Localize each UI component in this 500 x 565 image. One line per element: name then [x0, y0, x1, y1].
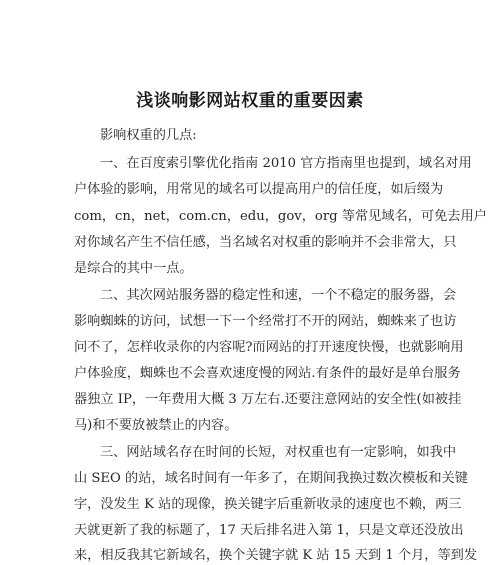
text-line: 户体验度，蜘蛛也不会喜欢速度慢的网站.有条件的最好是单台服务: [74, 366, 461, 381]
text-line: 对你域名产生不信任感，当名域名对权重的影响并不会非常大，只: [74, 235, 457, 250]
text-line: 问不了，怎样收录你的内容呢?而网站的打开速度快慢，也就影响用: [74, 340, 464, 355]
section-heading: 影响权重的几点:: [100, 128, 197, 143]
text-line: 天就更新了我的标题了，17 天后排名进入第 1，只是文章还没放出: [74, 523, 464, 538]
text-line: com，cn，net，com.cn，edu，gov，org 等常见域名，可免去用户: [74, 209, 487, 224]
text-line: 二、其次网站服务器的稳定性和速，一个不稳定的服务器，会: [100, 288, 457, 303]
text-line: 器独立 IP，一年费用大概 3 万左右.还要注意网站的安全性(如被挂: [74, 392, 462, 407]
text-line: 三、网站域名存在时间的长短，对权重也有一定影响，如我中: [100, 445, 457, 460]
text-line: 马)和不要放被禁止的内容。: [74, 418, 238, 433]
text-line: 是综合的其中一点。: [74, 261, 193, 276]
text-line: 字，没发生 K 站的现像，换关键字后重新收录的速度也不赖，两三: [74, 497, 462, 512]
text-line: 来，相反我其它新域名，换个关键字就 K 站 15 天到 1 个月，等到发: [74, 548, 478, 563]
text-line: 影响蜘蛛的访问，试想一下一个经常打不开的网站，蜘蛛来了也访: [74, 314, 457, 329]
text-line: 户体验的影响，用常见的域名可以提高用户的信任度，如后缀为: [74, 182, 444, 197]
text-line: 一、在百度索引擎优化指南 2010 官方指南里也提到，域名对用: [100, 156, 472, 171]
text-line: 山 SEO 的站，域名时间有一年多了，在期间我换过数次模板和关键: [74, 471, 468, 486]
page-title: 浅谈响影网站权重的重要因素: [136, 91, 364, 111]
